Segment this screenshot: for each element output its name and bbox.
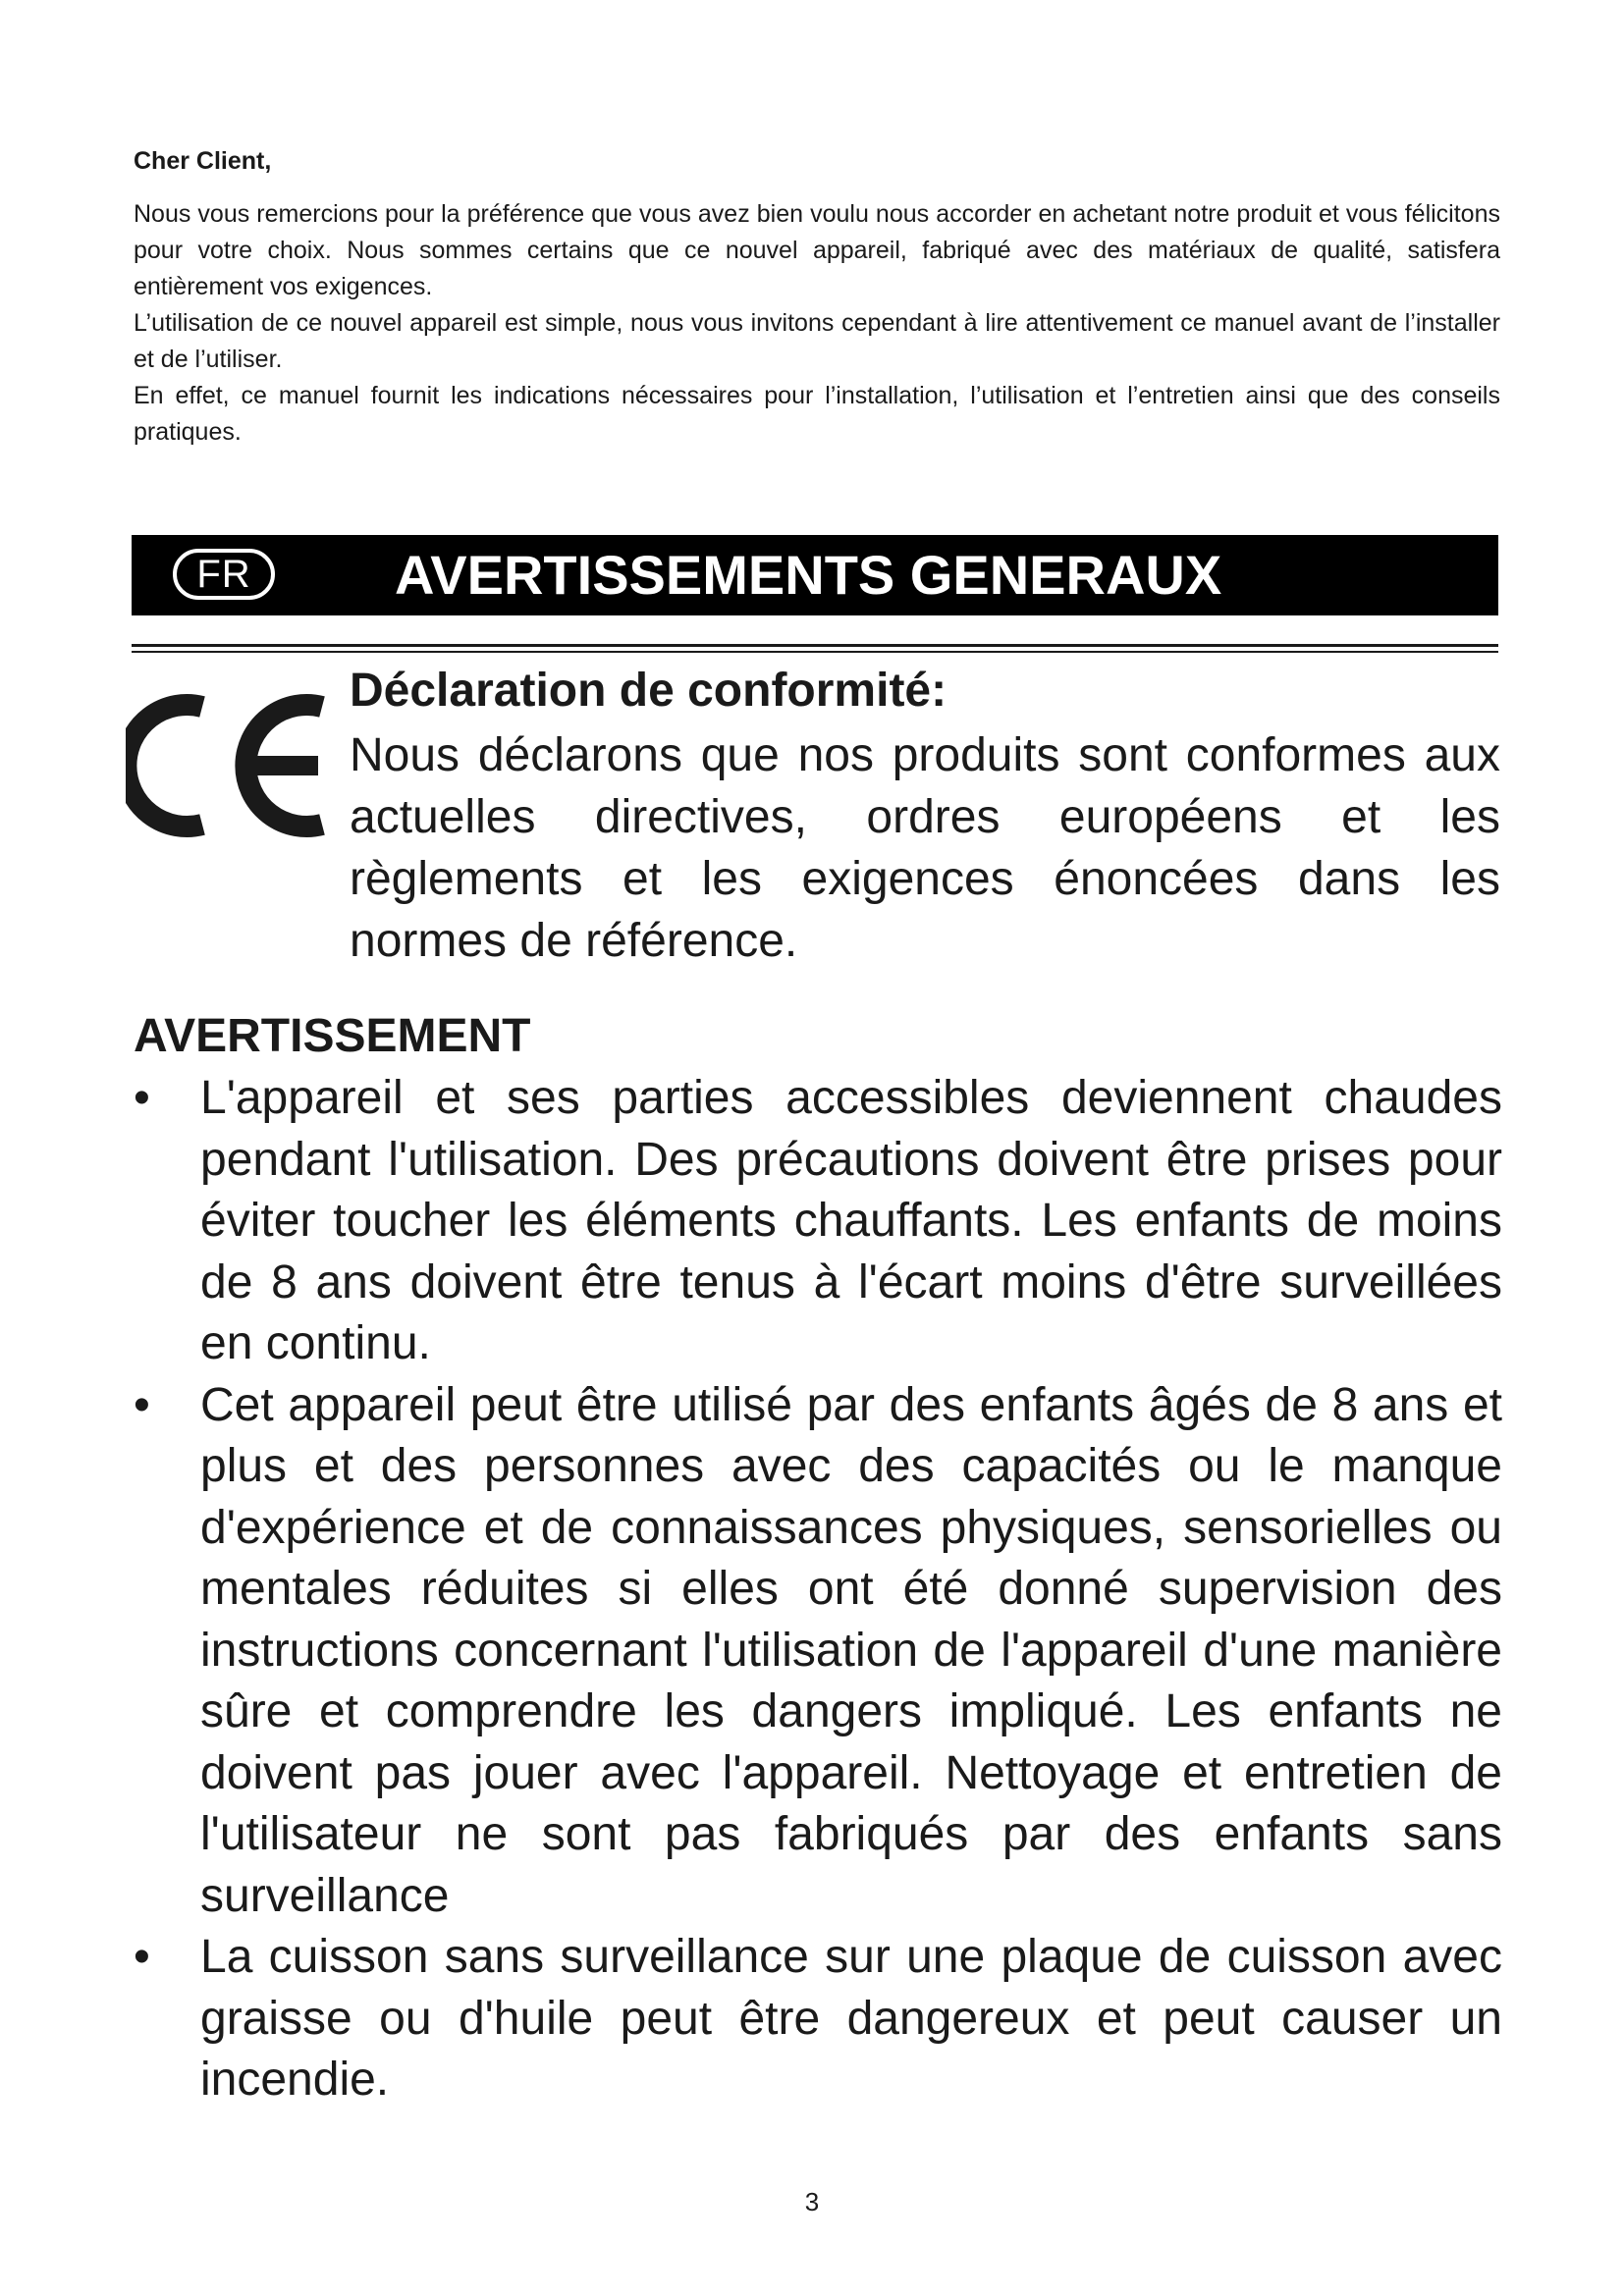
language-badge: FR [173,549,275,600]
warning-item [134,1068,1502,1375]
divider [132,644,1498,647]
conformity-title: Déclaration de conformité: [350,665,947,717]
bullet-icon: • [134,1931,150,1983]
warning-title: AVERTISSEMENT [134,1010,531,1062]
divider [132,651,1498,653]
warning-item-text: La cuisson sans surveillance sur une plaque de cuisson avec graisse ou d'huile peut être dangereux et peut causer un incendie. [200,1931,1502,2106]
intro-paragraph: Nous vous remercions pour la préférence que vous avez bien voulu nous accorder en achetant notre produit et vous félicitons pour votre choix. Nous sommes certains que ce nouvel appareil, fabriqué avec des matériaux de qualité, satisfera entièrement vos exigences. [134,200,1500,300]
warning-item [134,1927,1502,2111]
intro-paragraph: L’utilisation de ce nouvel appareil est simple, nous vous invitons cependant à lire attentivement ce manuel avant de l’installer et de l’utiliser. [134,309,1500,373]
section-banner [132,535,1498,615]
page-number: 3 [804,2187,820,2216]
warning-list [134,1068,1502,2111]
bullet-icon: • [134,1378,150,1431]
warning-item [134,1375,1502,1928]
warning-item-text: Cet appareil peut être utilisé par des enfants âgés de 8 ans et plus et des personnes avec des capacités ou le manque d'expérience et de connaissances physiques, sensorielles ou mentales réduites si elles ont été donné supervision des instructions concernant l'utilisation de l'appareil d'une manière sûre et comprendre les dangers impliqué. Les enfants ne doivent pas jouer avec l'appareil. Nettoyage et entretien de l'utilisateur ne sont pas fabriqués par des enfants sans surveillance [200,1378,1502,1922]
ce-mark-icon [126,687,332,844]
warning-item-text: L'appareil et ses parties accessibles deviennent chaudes pendant l'utilisation. Des précautions doivent être prises pour éviter toucher les éléments chauffants. Les enfants de moins de 8 ans doivent être tenus à l'écart moins d'être surveillées en continu. [200,1072,1502,1369]
greeting: Cher Client, [134,147,272,175]
conformity-text: Nous déclarons que nos produits sont conformes aux actuelles directives, ordres européens et les règlements et les exigences énoncées dans les normes de référence. [350,729,1500,967]
bullet-icon: • [134,1072,150,1124]
section-title: AVERTISSEMENTS GENERAUX [395,544,1222,606]
intro-paragraph: En effet, ce manuel fournit les indications nécessaires pour l’installation, l’utilisation et l’entretien ainsi que des conseils pratiques. [134,382,1500,446]
intro-text [134,196,1500,451]
